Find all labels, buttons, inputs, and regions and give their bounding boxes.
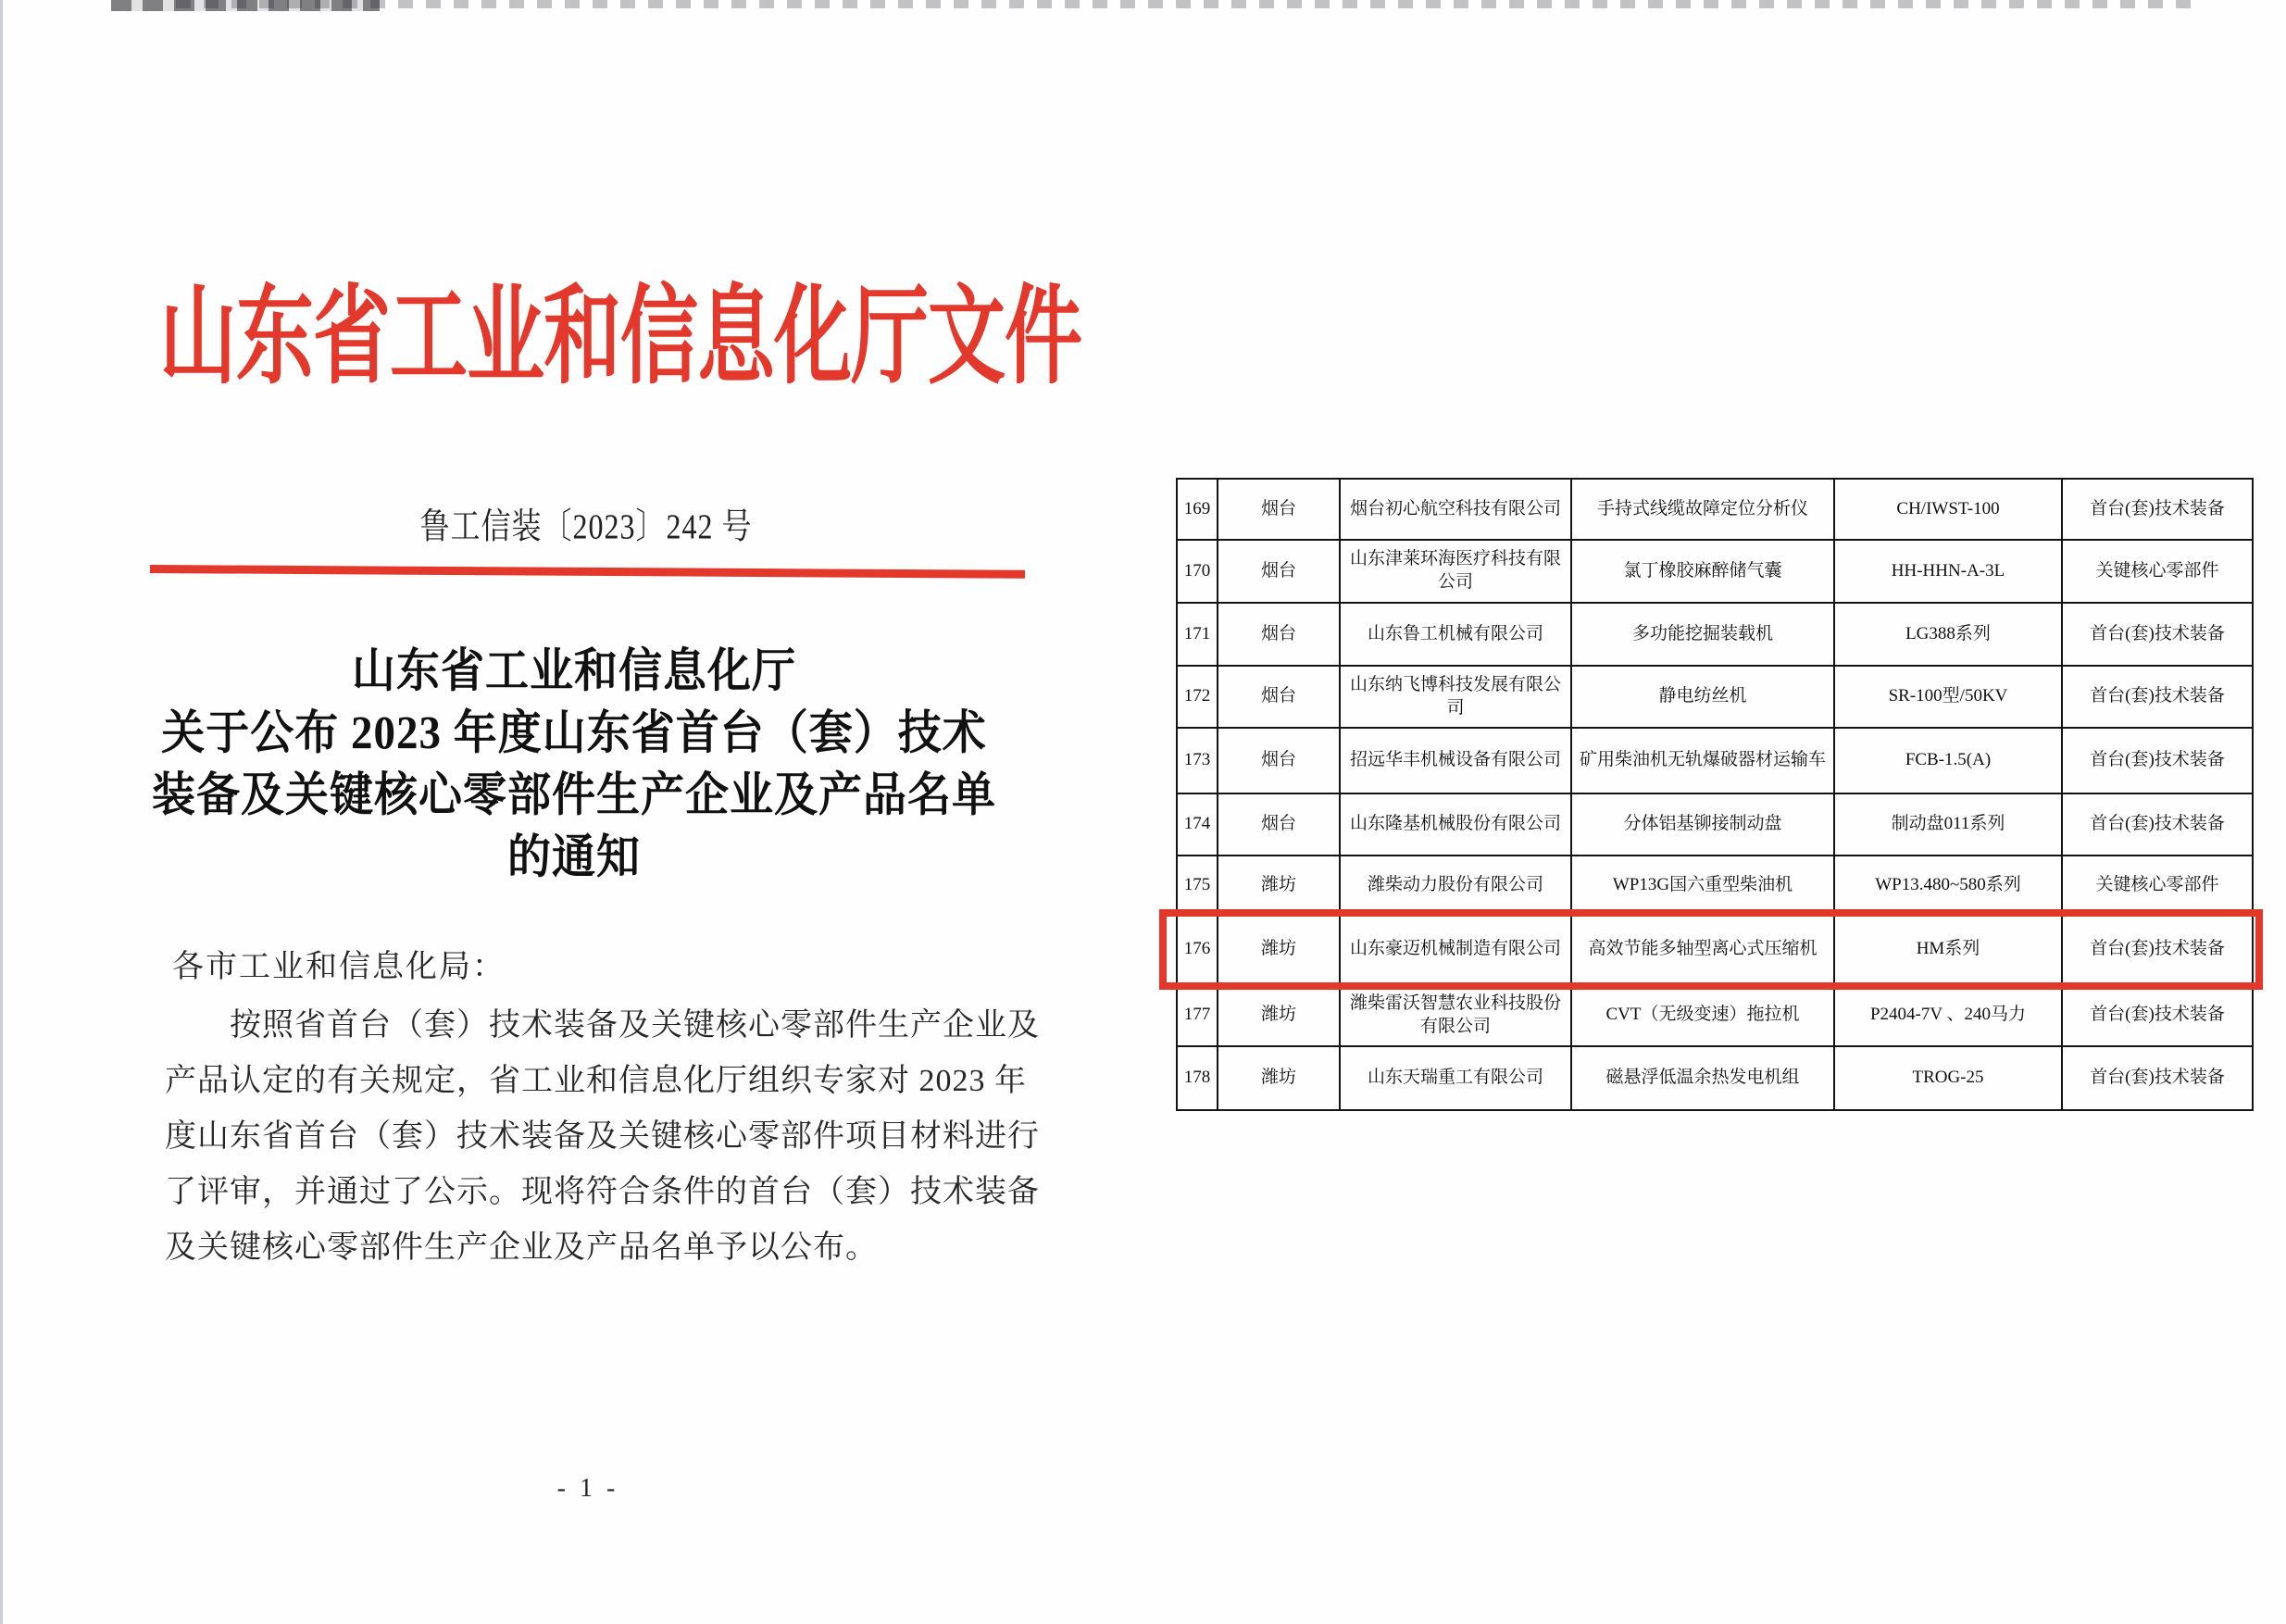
notice-body [165, 998, 1083, 1276]
cell-model: SR-100型/50KV [1835, 667, 2063, 729]
cell-city: 潍坊 [1218, 1047, 1341, 1109]
cell-category: 首台(套)技术装备 [2063, 729, 2252, 794]
salutation: 各市工业和信息化局： [172, 950, 506, 984]
cell-company: 山东豪迈机械制造有限公司 [1341, 916, 1572, 985]
cell-serial: 170 [1178, 541, 1218, 604]
cell-serial: 173 [1178, 729, 1218, 794]
cell-model: LG388系列 [1835, 604, 2063, 667]
row-176-highlight-box [1159, 909, 2263, 990]
body-line: 按照省首台（套）技术装备及关键核心零部件生产企业及 [230, 1008, 1040, 1043]
cell-city: 烟台 [1218, 541, 1341, 604]
cell-city: 烟台 [1218, 729, 1341, 794]
cell-company: 山东天瑞重工有限公司 [1341, 1047, 1572, 1109]
cell-product: 氯丁橡胶麻醉储气囊 [1572, 541, 1835, 604]
cell-city: 潍坊 [1218, 856, 1341, 916]
cell-company: 山东纳飞博科技发展有限公司 [1341, 667, 1572, 729]
cell-serial: 169 [1178, 480, 1218, 541]
cell-model: HM系列 [1835, 916, 2063, 985]
cell-serial: 178 [1178, 1047, 1218, 1109]
document-number: 鲁工信装〔2023〕242 号 [419, 506, 753, 546]
cell-model: HH-HHN-A-3L [1835, 541, 2063, 604]
notice-title-line-1: 山东省工业和信息化厅 [352, 645, 796, 698]
cell-category: 首台(套)技术装备 [2063, 985, 2252, 1047]
cell-company: 山东隆基机械股份有限公司 [1341, 794, 1572, 856]
cell-model: P2404-7V 、240马力 [1835, 985, 2063, 1047]
cell-company: 山东鲁工机械有限公司 [1341, 604, 1572, 667]
scan-artifact-left-edge [0, 0, 3, 1624]
cell-product: CVT（无级变速）拖拉机 [1572, 985, 1835, 1047]
body-line: 及关键核心零部件生产企业及产品名单予以公布。 [165, 1230, 878, 1265]
cell-category: 首台(套)技术装备 [2063, 916, 2252, 985]
cell-product: 高效节能多轴型离心式压缩机 [1572, 916, 1835, 985]
cell-company: 潍柴动力股份有限公司 [1341, 856, 1572, 916]
cell-model: FCB-1.5(A) [1835, 729, 2063, 794]
cell-city: 潍坊 [1218, 985, 1341, 1047]
cell-product: 磁悬浮低温余热发电机组 [1572, 1047, 1835, 1109]
cell-product: WP13G国六重型柴油机 [1572, 856, 1835, 916]
cell-serial: 176 [1178, 916, 1218, 985]
notice-title-line-3: 装备及关键核心零部件生产企业及产品名单 [152, 769, 996, 822]
cell-category: 首台(套)技术装备 [2063, 667, 2252, 729]
cell-company: 山东津莱环海医疗科技有限公司 [1341, 541, 1572, 604]
scan-artifact-top-smudge [111, 0, 380, 11]
page-number: - 1 - [556, 1474, 619, 1503]
cell-product: 矿用柴油机无轨爆破器材运输车 [1572, 729, 1835, 794]
cell-category: 关键核心零部件 [2063, 541, 2252, 604]
cell-city: 烟台 [1218, 604, 1341, 667]
cell-serial: 171 [1178, 604, 1218, 667]
cell-city: 烟台 [1218, 667, 1341, 729]
letterhead-banner-title: 山东省工业和信息化厅文件 [158, 279, 1081, 398]
product-list-table [1176, 478, 2254, 1111]
cell-product: 多功能挖掘装载机 [1572, 604, 1835, 667]
body-line: 产品认定的有关规定，省工业和信息化厅组织专家对 2023 年 [165, 1064, 1027, 1098]
cell-serial: 175 [1178, 856, 1218, 916]
cell-city: 烟台 [1218, 794, 1341, 856]
cell-category: 关键核心零部件 [2063, 856, 2252, 916]
body-line: 度山东省首台（套）技术装备及关键核心零部件项目材料进行 [165, 1119, 1040, 1154]
cell-serial: 172 [1178, 667, 1218, 729]
notice-title-line-2: 关于公布 2023 年度山东省首台（套）技术 [161, 707, 987, 760]
cell-city: 烟台 [1218, 480, 1341, 541]
cell-category: 首台(套)技术装备 [2090, 1068, 2225, 1088]
cell-category: 首台(套)技术装备 [2063, 794, 2252, 856]
scan-artifact-top-strip [176, 0, 2204, 8]
cell-product: 静电纺丝机 [1572, 667, 1835, 729]
cell-model: 制动盘011系列 [1835, 794, 2063, 856]
cell-company: 潍柴雷沃智慧农业科技股份有限公司 [1341, 985, 1572, 1047]
letterhead-red-rule [150, 565, 1025, 579]
cell-category: 首台(套)技术装备 [2063, 480, 2252, 541]
cell-product: 手持式线缆故障定位分析仪 [1572, 480, 1835, 541]
cell-serial: 174 [1178, 794, 1218, 856]
cell-model: CH/IWST-100 [1835, 480, 2063, 541]
cell-category: 首台(套)技术装备 [2063, 604, 2252, 667]
cell-model: WP13.480~580系列 [1835, 856, 2063, 916]
cell-company: 烟台初心航空科技有限公司 [1341, 480, 1572, 541]
cell-product: 分体铝基铆接制动盘 [1572, 794, 1835, 856]
notice-title [102, 641, 1046, 889]
cell-serial: 177 [1178, 985, 1218, 1047]
body-line: 了评审，并通过了公示。现将符合条件的首台（套）技术装备 [165, 1175, 1040, 1209]
cell-company: 招远华丰机械设备有限公司 [1341, 729, 1572, 794]
cell-city: 潍坊 [1218, 916, 1341, 985]
notice-title-line-4: 的通知 [507, 831, 641, 884]
cell-model: TROG-25 [1835, 1047, 2063, 1109]
